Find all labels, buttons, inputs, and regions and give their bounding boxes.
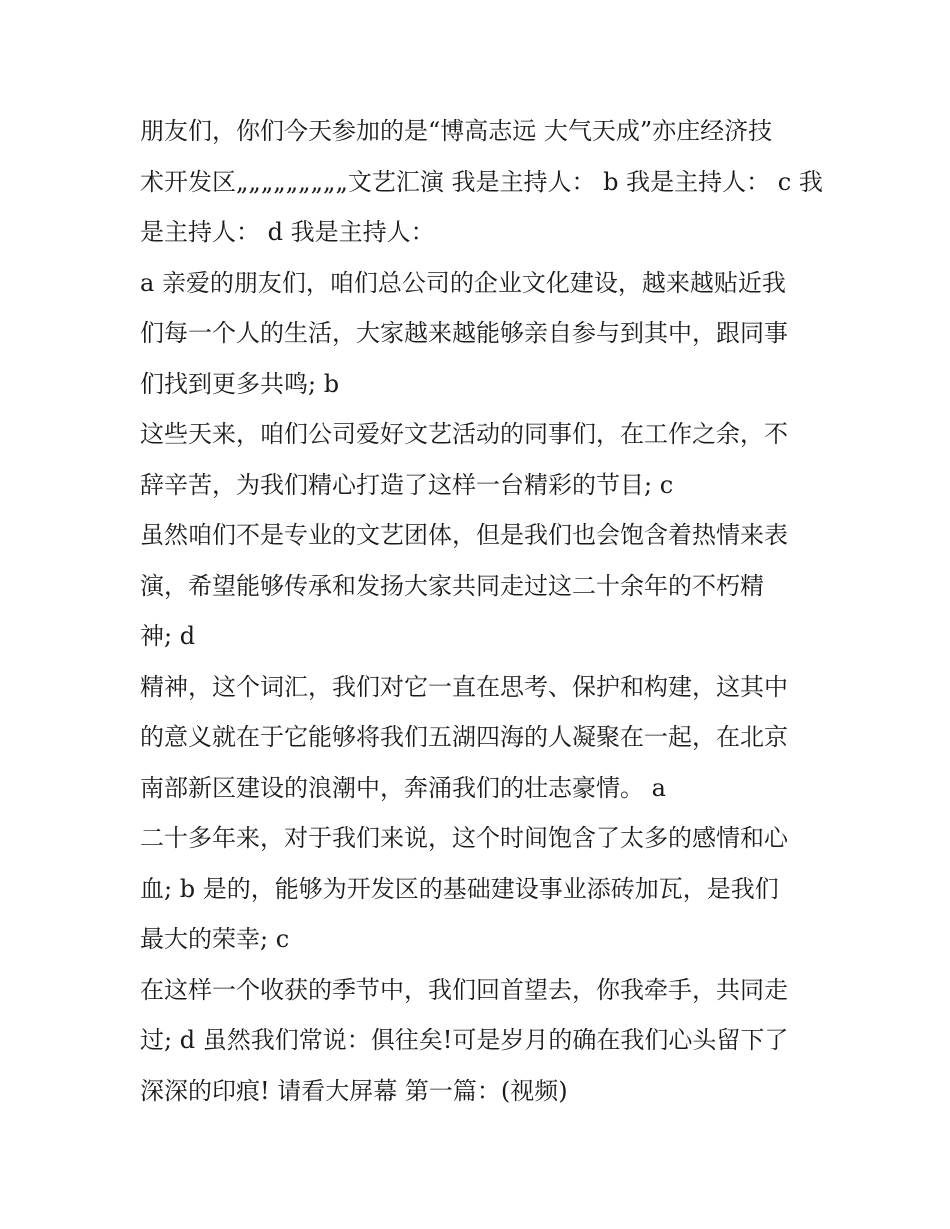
text-line: 神; d — [140, 622, 196, 650]
text-line: 是主持人： d 我是主持人： — [140, 218, 435, 246]
text-line: a 亲爱的朋友们，咱们总公司的企业文化建设，越来越贴近我 — [140, 268, 786, 297]
text-line: 虽然咱们不是专业的文艺团体，但是我们也会饱含着热情来表 — [140, 521, 788, 549]
text-line: 最大的荣幸; c — [140, 925, 290, 953]
text-line: 血; b 是的，能够为开发区的基础建设事业添砖加瓦，是我们 — [140, 874, 779, 903]
text-line: 南部新区建设的浪潮中，奔涌我们的壮志豪情。 a — [140, 773, 666, 802]
text-line: 这些天来，咱们公司爱好文艺活动的同事们，在工作之余，不 — [140, 420, 788, 448]
text-line: 演，希望能够传承和发扬大家共同走过这二十余年的不朽精 — [140, 571, 764, 600]
text-line: 深深的印痕! 请看大屏幕 第一篇：(视频) — [140, 1076, 568, 1105]
text-line: 术开发区„„„„„„„„„文艺汇演 我是主持人： b 我是主持人： c 我 — [140, 167, 823, 196]
text-line: 在这样一个收获的季节中，我们回首望去，你我牵手，共同走 — [140, 975, 788, 1004]
document-body — [140, 106, 823, 1116]
text-line: 过; d 虽然我们常说：俱往矣!可是岁月的确在我们心头留下了 — [140, 1026, 789, 1054]
text-line: 们找到更多共鸣; b — [140, 369, 340, 398]
text-line: 精神，这个词汇，我们对它一直在思考、保护和构建，这其中 — [140, 672, 788, 701]
text-line: 朋友们，你们今天参加的是“博高志远 大气天成”亦庄经济技 — [140, 117, 773, 145]
text-line: 辞辛苦，为我们精心打造了这样一台精彩的节目; c — [140, 470, 674, 499]
text-line: 们每一个人的生活，大家越来越能够亲自参与到其中，跟同事 — [140, 319, 788, 347]
text-line: 二十多年来，对于我们来说，这个时间饱含了太多的感情和心 — [140, 824, 788, 852]
text-line: 的意义就在于它能够将我们五湖四海的人凝聚在一起，在北京 — [140, 723, 788, 751]
